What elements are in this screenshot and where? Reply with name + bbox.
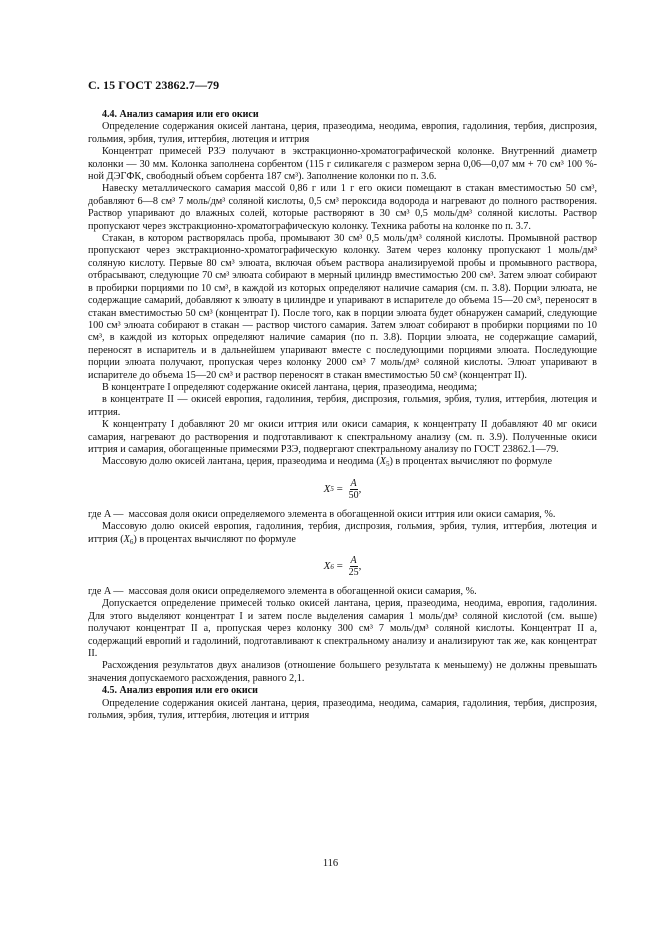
formula-x6-lhs: X bbox=[323, 560, 331, 573]
definition-1-text: массовая доля окиси определяемого элемента в обогащенной окиси иттрия или окиси самария, %. bbox=[128, 508, 556, 520]
formula-x5-eq: = bbox=[333, 483, 346, 496]
p8-text-b: ) в процентах вычисляют по формуле bbox=[389, 456, 553, 468]
formula-x6: X 6 = $\frac{A}{25}$ , bbox=[323, 555, 362, 578]
page-header: С. 15 ГОСТ 23862.7—79 bbox=[88, 78, 220, 92]
section-4-4-paragraph-4: Стакан, в котором растворялась проба, промывают 30 см³ 0,5 моль/дм³ соляной кислоты. Промывной раствор пропускают через экстракционно-хроматографическую колонку. Затем через колонку пропускают 1 моль/дм³ соляную кислоту. Первые 80 см³ элюата, включая объем раствора анализируемой пробы и промывного раствора, отбрасывают, следующие 70 см³ элюата собирают в мерный цилиндр вместимостью 200 см³. Затем элюат собирают в пробирки порциями по 10 см³, в каждой из которых определяют наличие самария (см. п. 3.8). Порции элюата, не содержащие самарий, добавляют к элюату в цилиндре и упаривают в испарителе до объема 15—20 см³, переносят в стакан вместимостью 50 см³ (концентрат I). После того, как в порции элюата будет обнаружен самарий, следующие 100 см³ элюата собирают в стакан — раствор чистого самария. Затем элюат собирают в пробирки порциями по 10 см³, в каждой из которых определяют наличие самария (по п. 3.8). Порции элюата, не содержащие самарий, переносят в испаритель и в дальнейшем упаривают вместе с последующими порциями элюата. Последующие порции элюата получают, пропуская через колонку 2000 см³ 7 моль/дм³ соляной кислоты. Элюат упаривают в испарителе до объема 15—20 см³ и раствор переносят в стакан вместимостью 50 см³ (концентрат II). bbox=[88, 233, 597, 381]
section-4-5-paragraph-1: Определение содержания окисей лантана, церия, празеодима, неодима, самария, гадолиния, тербия, диспрозия, гольмия, эрбия, тулия, иттербия, лютеция и иттрия bbox=[88, 697, 597, 722]
section-4-4-paragraph-3: Навеску металлического самария массой 0,86 г или 1 г его окиси помещают в стакан вместимостью 50 см³, добавляют 6—8 см³ 7 моль/дм³ соляной кислоты, 0,5 см³ пероксида водорода и нагревают до полного растворения. Раствор упаривают до влажных солей, которые растворяют в 30 см³ 0,5 моль/дм³ соляной кислоты. Раствор пропускают через экстракционно-хроматографическую колонку. Техника работы на колонке по п. 3.7. bbox=[88, 183, 597, 232]
formula-x5-fraction bbox=[349, 478, 359, 501]
formula-x5-numerator: A bbox=[350, 477, 357, 489]
p9-sub: 6 bbox=[129, 537, 134, 546]
definition-2-text: массовая доля окиси определяемого элемента в обогащенной окиси самария, %. bbox=[128, 586, 477, 597]
section-4-4-paragraph-10: Допускается определение примесей только окисей лантана, церия, празеодима, неодима, европия, гадолиния. Для этого выделяют концентрат I и затем после выделения самария 1 моль/дм³ соляной кислотой (см. выше) получают концентрат II a, пропуская через колонку 300 см³ 7 моль/дм³ соляной кислоты. Концентрат II a, содержащий европий и гадолиний, подготавливают к спектральному анализу и анализируют так же, как концентрат II. bbox=[88, 598, 597, 660]
section-4-5-title: 4.5. Анализ европия или его окиси bbox=[102, 685, 258, 697]
page-number: 116 bbox=[322, 858, 339, 869]
definition-1-label: где A — bbox=[88, 508, 124, 520]
section-4-4-paragraph-2: Концентрат примесей РЗЭ получают в экстракционно-хроматографической колонке. Внутренний диаметр колонки — 30 мм. Колонка заполнена сорбентом (115 г силикагеля с размером зерна 0,06—0,07 мм + 70 см³ 100 %-ной ДЭГФК, свободный объем сорбента 187 см³). Заполнение колонки по п. 3.6. bbox=[88, 146, 597, 183]
section-4-4-paragraph-9 bbox=[88, 521, 597, 546]
definition-1 bbox=[88, 509, 597, 521]
formula-x6-numerator: A bbox=[350, 555, 357, 566]
page-content bbox=[88, 109, 597, 722]
p8-sub: 5 bbox=[385, 460, 390, 469]
formula-x6-eq: = bbox=[333, 560, 346, 573]
formula-x5-denominator: 50 bbox=[348, 489, 359, 501]
formula-x6-denominator: 25 bbox=[348, 567, 359, 578]
section-4-4-paragraph-8 bbox=[88, 456, 597, 468]
formula-x5: X 5 = $\frac{A}{50}$ , bbox=[323, 477, 362, 501]
section-4-4-paragraph-11: Расхождения результатов двух анализов (отношение большего результата к меньшему) не должны превышать значения допускаемого расхождения, равного 2,1. bbox=[88, 660, 597, 684]
formula-x5-lhs: X bbox=[323, 483, 331, 496]
section-4-4-paragraph-6: в концентрате II — окисей европия, гадолиния, тербия, диспрозия, гольмия, эрбия, тулия, иттербия, лютеция и иттрия. bbox=[88, 394, 597, 418]
p8-text-a: Массовую долю окисей лантана, церия, празеодима и неодима ( bbox=[102, 456, 380, 468]
formula-x5-tail: , bbox=[358, 483, 362, 496]
formula-x6-tail: , bbox=[358, 560, 362, 573]
definition-2 bbox=[88, 586, 597, 598]
p8-var: X bbox=[379, 456, 386, 468]
p9-text-b: ) в процентах вычисляют по формуле bbox=[133, 533, 296, 545]
section-4-4-paragraph-5: В концентрате I определяют содержание окисей лантана, церия, празеодима, неодима; bbox=[102, 381, 478, 393]
section-4-4-paragraph-1: Определение содержания окисей лантана, церия, празеодима, неодима, европия, гадолиния, тербия, диспрозия, гольмия, эрбия, тулия, иттербия, лютеция и иттрия bbox=[88, 121, 597, 145]
section-4-4-title: 4.4. Анализ самария или его окиси bbox=[102, 109, 259, 120]
definition-2-label: где A — bbox=[88, 586, 124, 597]
formula-x6-fraction bbox=[349, 555, 359, 578]
p9-text-a: Массовую долю окисей европия, гадолиния, тербия, диспрозия, гольмия, эрбия, тулия, иттербия, лютеция и иттрия ( bbox=[88, 521, 597, 545]
section-4-4-paragraph-7: К концентрату I добавляют 20 мг окиси иттрия или окиси самария, к концентрату II добавляют 40 мг окиси самария, нагревают до растворения и подготавливают к спектральному анализу (см. п. 3.9). Полученные окиси иттрия и самария, обогащенные примесями РЗЭ, подвергают спектральному анализу по ГОСТ 23862.1—79. bbox=[88, 419, 597, 455]
p9-var: X bbox=[123, 533, 130, 545]
